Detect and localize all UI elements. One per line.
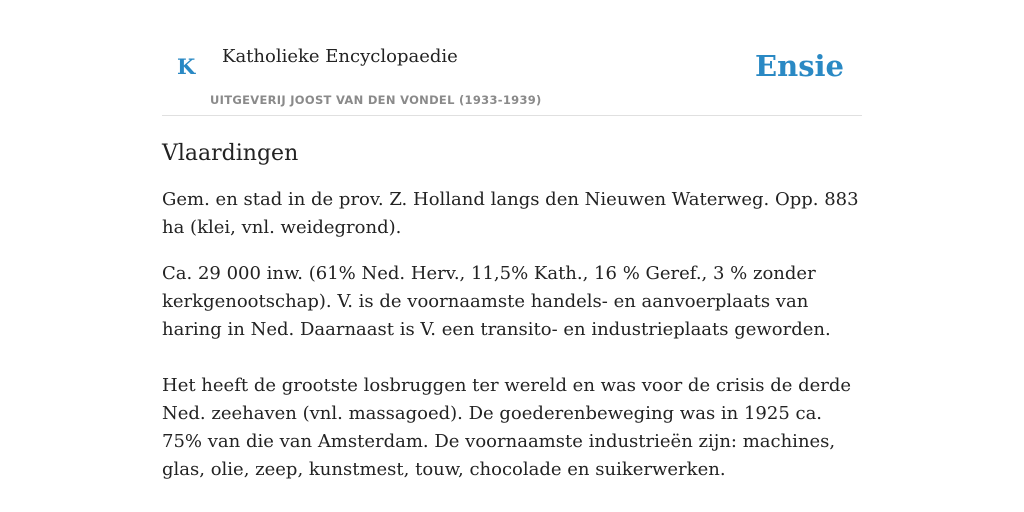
- article-paragraph: Ca. 29 000 inw. (61% Ned. Herv., 11,5% Kath., 16 % Geref., 3 % zonder kerkgenootschap). V. is de voornaamste handels- en aanvoerplaats van haring in Ned. Daarnaast is V. een transito- en industrieplaats geworden.: [162, 262, 831, 340]
- publisher-subtitle: UITGEVERIJ JOOST VAN DEN VONDEL (1933-1939): [210, 93, 542, 107]
- encyclopedia-logo[interactable]: K: [177, 54, 196, 79]
- article-paragraph: Gem. en stad in de prov. Z. Holland langs den Nieuwen Waterweg. Opp. 883 ha (klei, vnl. weidegrond).: [162, 188, 859, 238]
- article-paragraph: Het heeft de grootste losbruggen ter wereld en was voor de crisis de derde Ned. zeehaven (vnl. massagoed). De goederenbeweging was in 1925 ca. 75% van die van Amsterdam. De voornaamste industrieën zijn: machines, glas, olie, zeep, kunstmest, touw, chocolade en suikerwerken.: [162, 374, 852, 480]
- article-content: [162, 139, 862, 502]
- article-title: Vlaardingen: [162, 141, 299, 166]
- site-header: [162, 0, 862, 116]
- encyclopedia-title-link[interactable]: Katholieke Encyclopaedie: [222, 46, 458, 67]
- ensie-logo-link[interactable]: Ensie: [755, 49, 844, 83]
